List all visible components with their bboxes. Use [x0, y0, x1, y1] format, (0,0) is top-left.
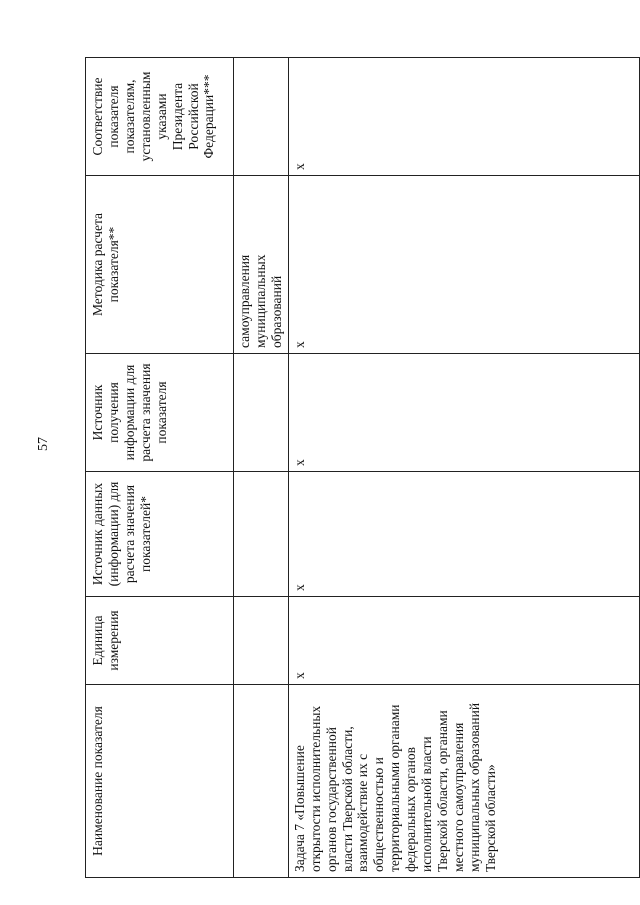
header-indicator-name: Наименование показателя — [86, 685, 234, 878]
cell-cont-3 — [234, 354, 289, 472]
header-info-source: Источник получения информации для расчета значения показателя — [86, 354, 234, 472]
cell-cont-5 — [234, 58, 289, 176]
page-number: 57 — [36, 437, 51, 451]
header-data-source: Источник данных (информации) для расчета значения показателей* — [86, 472, 234, 597]
indicator-table — [85, 57, 640, 878]
table-row-continuation — [234, 58, 289, 878]
cell-task-method: х — [288, 176, 639, 354]
cell-cont-2 — [234, 472, 289, 597]
cell-task-info-source: х — [288, 354, 639, 472]
cell-cont-4: самоуправления муниципальных образований — [234, 176, 289, 354]
header-unit: Единица измерения — [86, 597, 234, 685]
indicator-table-rotated — [85, 58, 630, 878]
cell-task-name: Задача 7 «Повышение открытости исполнительных органов государственной власти Тверской области, взаимодействие их с общественностью и территориальными органами федеральных органов исполнительной власти Тверской области, органами местного самоуправления муниципальных образований Тверской области» — [288, 685, 639, 878]
cell-task-compliance: х — [288, 58, 639, 176]
table-row-task-7 — [288, 58, 639, 878]
cell-task-unit: х — [288, 597, 639, 685]
cell-task-data-source: х — [288, 472, 639, 597]
cell-cont-1 — [234, 597, 289, 685]
header-method: Методика расчета показателя** — [86, 176, 234, 354]
table-header-row — [86, 58, 234, 878]
header-compliance: Соответствие показателя показателям, установленным указами Президента Российской Федерации*** — [86, 58, 234, 176]
cell-cont-0 — [234, 685, 289, 878]
